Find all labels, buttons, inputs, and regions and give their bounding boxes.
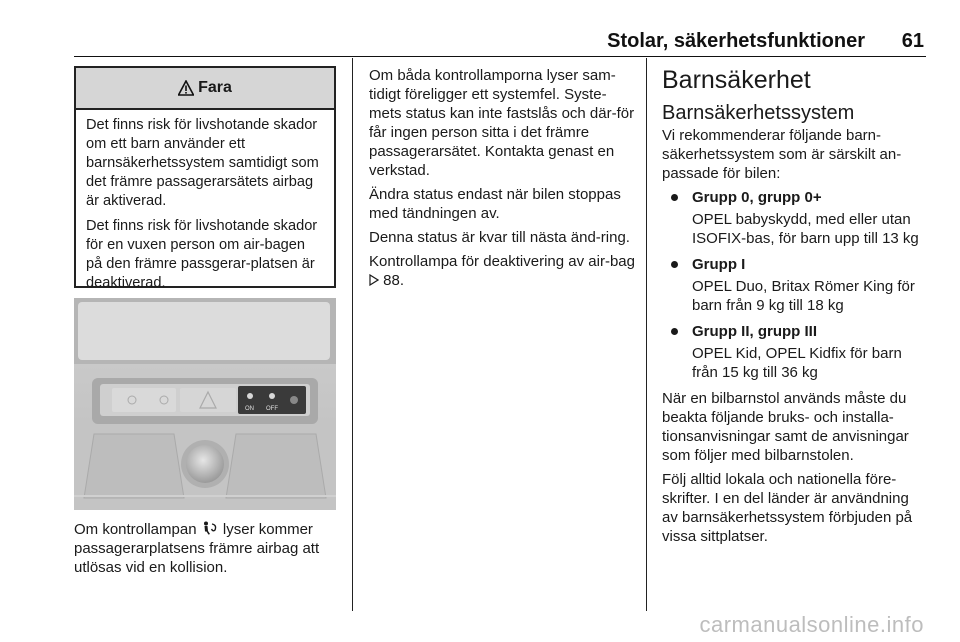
paragraph: Följ alltid lokala och nationella före-skrifter. I en del länder är användning av barnsäkerhetssystem förbjuden på vissa sittplatser. [662, 471, 913, 545]
list-item-text: OPEL Duo, Britax Römer King för barn från 9 kg till 18 kg [692, 278, 915, 314]
paragraph: Om båda kontrollamporna lyser sam-tidigt föreligger ett systemfel. Syste-mets status kan inte fastslås och där-för får ingen person sitta i det främre passagerarsätet. Kontakta genast en verkstad. [369, 67, 635, 179]
right-column-text [662, 64, 928, 551]
page-reference-arrow-icon [369, 274, 379, 286]
list-item-title: Grupp I [692, 256, 746, 273]
paragraph: Denna status är kvar till nästa änd-ring. [369, 229, 630, 246]
reference-text: Kontrollampa för deaktivering av air-bag [369, 253, 635, 270]
list-item [662, 255, 928, 315]
warning-title: Fara [198, 79, 232, 96]
list-item-text: OPEL Kid, OPEL Kidfix för barn från 15 kg till 36 kg [692, 345, 902, 381]
subsection-heading: Barnsäkerhetssystem [662, 102, 855, 124]
column-divider-right [646, 58, 647, 611]
indicator-label-on: ON [245, 406, 254, 412]
reference-page-link[interactable]: 88. [379, 272, 405, 289]
warning-header [76, 68, 334, 110]
warning-paragraph: Det finns risk för livshotande skador om ett barn använder ett barnsäkerhetssystem samtidigt som det främre passagerarsätets airbag är aktiverad. [86, 117, 319, 209]
warning-triangle-icon [178, 80, 194, 96]
list-item [662, 322, 928, 382]
watermark: carmanualsonline.info [699, 612, 924, 637]
reference-paragraph [369, 252, 635, 290]
intro-paragraph: Vi rekommenderar följande barn-säkerhetssystem som är särskilt an-passade för bilen: [662, 127, 902, 182]
warning-body [76, 110, 334, 293]
middle-column-text [369, 66, 635, 295]
paragraph: När en bilbarnstol används måste du beakta följande bruks- och installa-tionsanvisningar samt de anvisningar som följer med bilbarnstolen. [662, 390, 909, 464]
airbag-passenger-icon [201, 521, 219, 535]
page-number: 61 [901, 30, 924, 52]
caption-text-end: lyser kommer passagerarplatsens främre airbag att utlösas vid en kollision. [74, 521, 320, 576]
list-item [662, 188, 928, 248]
airbag-indicator-photo [74, 298, 336, 510]
warning-paragraph: Det finns risk för livshotande skador för en vuxen person om air-bagen på den främre passgerar-platsen är deaktiverad. [86, 218, 318, 291]
photo-caption [74, 520, 346, 577]
page-header-title: Stolar, säkerhetsfunktioner [607, 30, 865, 52]
list-item-title: Grupp 0, grupp 0+ [692, 189, 822, 206]
indicator-label-off: OFF [266, 406, 278, 412]
header-divider [74, 56, 926, 57]
paragraph: Ändra status endast när bilen stoppas med tändningen av. [369, 186, 621, 222]
list-item-title: Grupp II, grupp III [692, 323, 817, 340]
column-divider-left [352, 58, 353, 611]
danger-warning-box [74, 66, 336, 291]
caption-text-start: Om kontrollampan [74, 521, 197, 538]
child-seat-group-list [662, 188, 928, 382]
section-heading: Barnsäkerhet [662, 66, 811, 94]
list-item-text: OPEL babyskydd, med eller utan ISOFIX-bas, för barn upp till 13 kg [692, 211, 919, 247]
